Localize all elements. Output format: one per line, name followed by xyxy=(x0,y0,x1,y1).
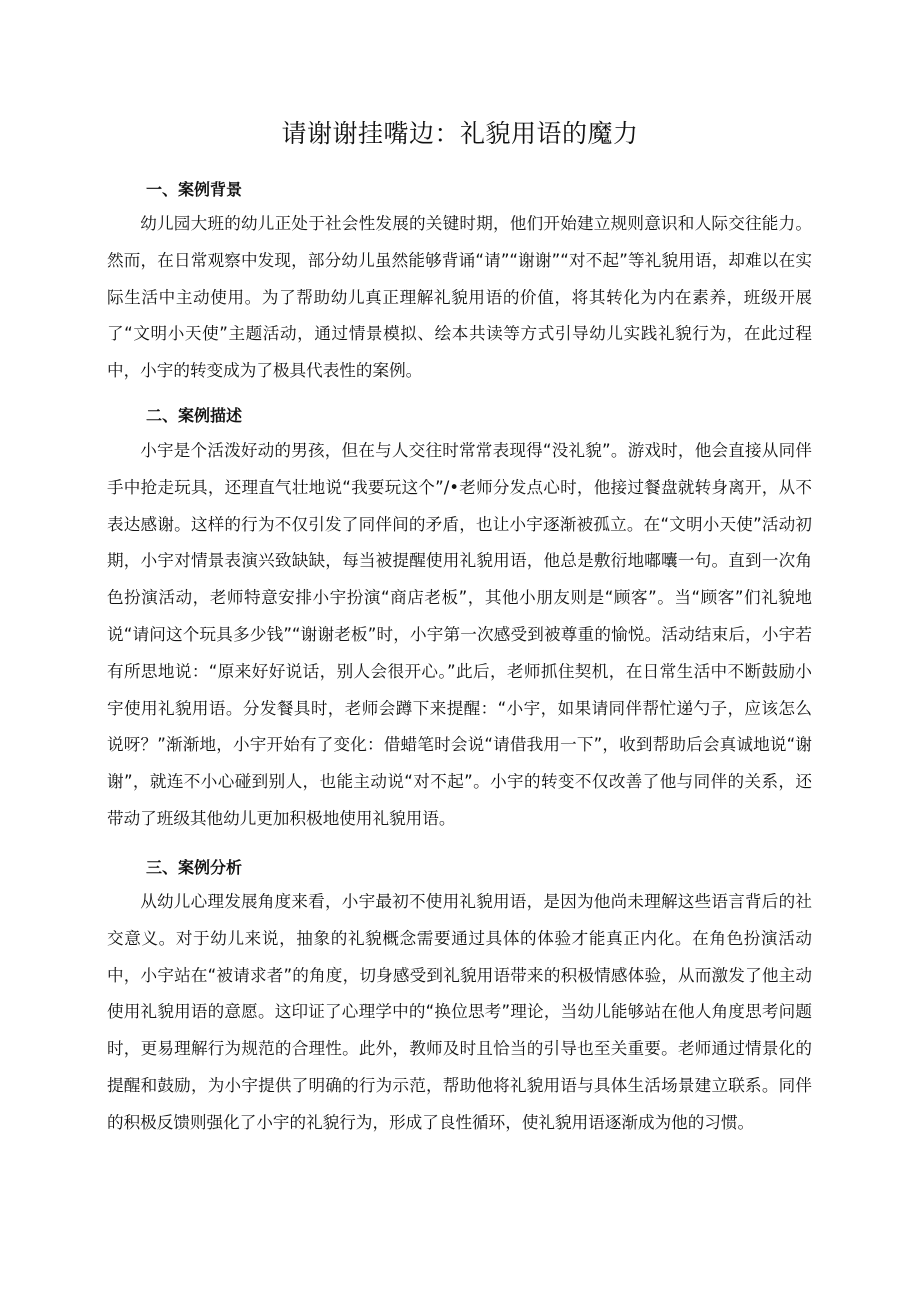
document-title: 请谢谢挂嘴边：礼貌用语的魔力 xyxy=(281,119,639,148)
section-heading-background: 一、案例背景 xyxy=(146,180,243,199)
section-heading-analysis: 三、案例分析 xyxy=(146,858,243,877)
section-body-description: 小宇是个活泼好动的男孩，但在与人交往时常常表现得“没礼貌”。游戏时，他会直接从同伴手中抢走玩具，还理直气壮地说“我要玩这个”/•老师分发点心时，他接过餐盘就转身离开，从不表达感谢。这样的行为不仅引发了同伴间的矛盾，也让小宇逐渐被孤立。在“文明小天使”活动初期，小宇对情景表演兴致缺缺，每当被提醒使用礼貌用语，他总是敷衍地嘟囔一句。直到一次角色扮演活动，老师特意安排小宇扮演“商店老板”，其他小朋友则是“顾客”。当“顾客”们礼貌地说“请问这个玩具多少钱”“谢谢老板”时，小宇第一次感受到被尊重的愉悦。活动结束后，小宇若有所思地说：“原来好好说话，别人会很开心。”此后，老师抓住契机，在日常生活中不断鼓励小宇使用礼貌用语。分发餐具时，老师会蹲下来提醒：“小宇，如果请同伴帮忙递勺子，应该怎么说呀？”渐渐地，小宇开始有了变化：借蜡笔时会说“请借我用一下”，收到帮助后会真诚地说“谢谢”，就连不小心碰到别人，也能主动说“对不起”。小宇的转变不仅改善了他与同伴的关系，还带动了班级其他幼儿更加积极地使用礼貌用语。 xyxy=(107,441,812,828)
section-heading-description: 二、案例描述 xyxy=(146,406,243,425)
section-body-background: 幼儿园大班的幼儿正处于社会性发展的关键时期，他们开始建立规则意识和人际交往能力。然而，在日常观察中发现，部分幼儿虽然能够背诵“请”“谢谢”“对不起”等礼貌用语，却难以在实际生活中主动使用。为了帮助幼儿真正理解礼貌用语的价值，将其转化为内在素养，班级开展了“文明小天使”主题活动，通过情景模拟、绘本共读等方式引导幼儿实践礼貌行为，在此过程中，小宇的转变成为了极具代表性的案例。 xyxy=(107,214,812,381)
section-body-analysis: 从幼儿心理发展角度来看，小宇最初不使用礼貌用语，是因为他尚未理解这些语言背后的社交意义。对于幼儿来说，抽象的礼貌概念需要通过具体的体验才能真正内化。在角色扮演活动中，小宇站在“被请求者”的角度，切身感受到礼貌用语带来的积极情感体验，从而激发了他主动使用礼貌用语的意愿。这印证了心理学中的“换位思考”理论，当幼儿能够站在他人角度思考问题时，更易理解行为规范的合理性。此外，教师及时且恰当的引导也至关重要。老师通过情景化的提醒和鼓励，为小宇提供了明确的行为示范，帮助他将礼貌用语与具体生活场景建立联系。同伴的积极反馈则强化了小宇的礼貌行为，形成了良性循环，使礼貌用语逐渐成为他的习惯。 xyxy=(107,892,812,1132)
